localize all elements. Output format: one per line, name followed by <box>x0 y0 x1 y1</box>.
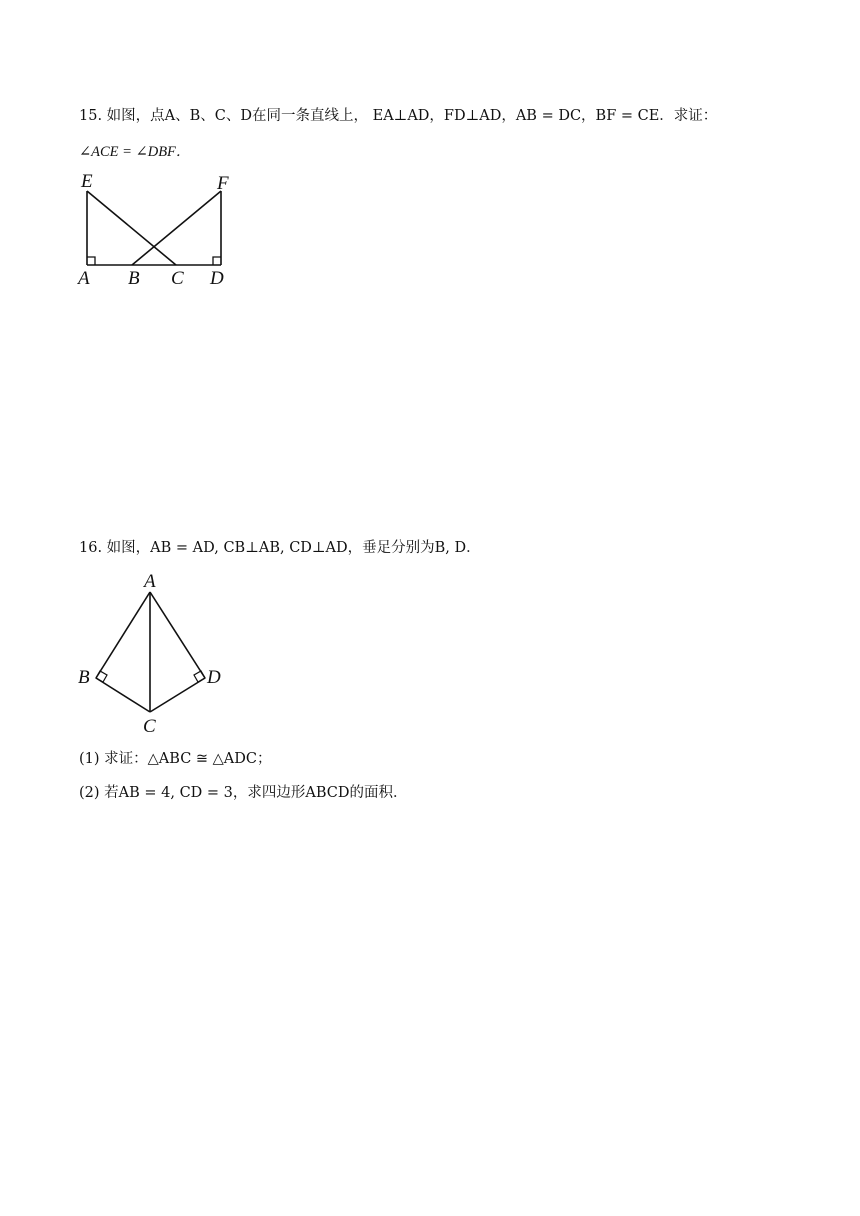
q15-label-B: B <box>128 268 140 289</box>
q16-label-B: B <box>78 667 90 688</box>
q15-segment-FB <box>132 191 221 265</box>
q16-label-D: D <box>207 667 221 688</box>
q16-statement: 16. 如图，AB = AD, CB⊥AB, CD⊥AD，垂足分别为B, D． <box>79 540 481 556</box>
q16-segment-DC <box>150 678 205 712</box>
q15-statement-line1: 15. 如图，点A、B、C、D在同一条直线上， EA⊥AD，FD⊥AD，AB = DC，BF = CE．求证： <box>79 108 718 124</box>
q16-label-C: C <box>143 716 156 737</box>
q16-label-A: A <box>144 571 156 592</box>
q15-statement-line2: ∠ACE = ∠DBF． <box>79 144 191 160</box>
q15-label-E: E <box>81 171 93 192</box>
q16-part2: (2) 若AB = 4, CD = 3，求四边形ABCD的面积． <box>79 785 408 801</box>
q15-right-angle-D <box>213 257 221 265</box>
q16-segment-AD <box>150 592 205 678</box>
q15-figure <box>70 170 250 299</box>
q15-label-F: F <box>217 173 229 194</box>
q16-part1: (1) 求证：△ABC ≅ △ADC； <box>79 751 272 767</box>
q16-segment-AB <box>96 592 150 678</box>
q16-segment-BC <box>96 678 150 712</box>
q15-right-angle-A <box>87 257 95 265</box>
q15-label-A: A <box>78 268 90 289</box>
q16-figure <box>70 565 240 749</box>
q15-segment-EC <box>87 191 176 265</box>
q15-label-D: D <box>210 268 224 289</box>
q15-label-C: C <box>171 268 184 289</box>
